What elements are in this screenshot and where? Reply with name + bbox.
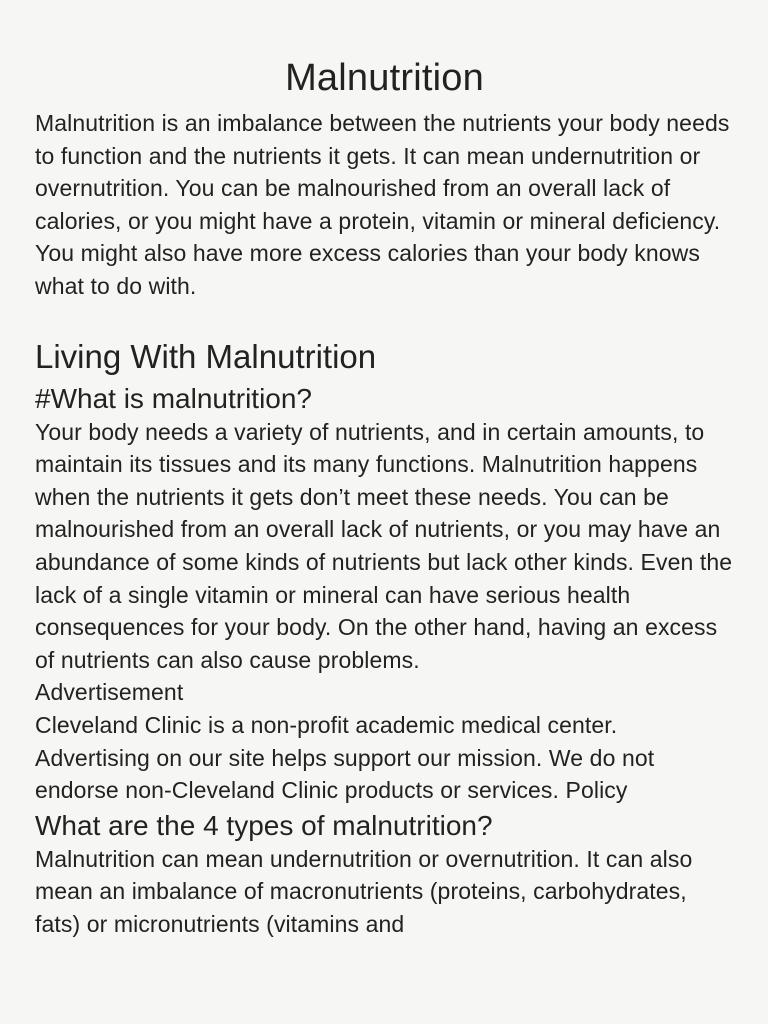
page-title: Malnutrition <box>285 57 484 99</box>
ad-disclaimer <box>35 709 734 807</box>
advertisement-label: Advertisement <box>35 679 184 706</box>
policy-link[interactable]: Policy <box>565 777 628 804</box>
intro-paragraph: Malnutrition is an imbalance between the nutrients your body needs to function and the nutrients it gets. It can mean undernutrition or overnutrition. You can be malnourished from an overall lack of calories, or you might have a protein, vitamin or mineral deficiency. You might also have more excess calories than your body knows what to do with. <box>35 110 730 299</box>
ad-disclaimer-text: Cleveland Clinic is a non-profit academic medical center. Advertising on our site helps support our mission. We do not endorse non-Cleveland Clinic products or services. <box>35 711 655 804</box>
what-is-heading: #What is malnutrition? <box>35 382 313 414</box>
what-is-paragraph: Your body needs a variety of nutrients, and in certain amounts, to maintain its tissues and its many functions. Malnutrition happens when the nutrients it gets don’t meet these needs. You can be malnourished from an overall lack of nutrients, or you may have an abundance of some kinds of nutrients but lack other kinds. Even the lack of a single vitamin or mineral can have serious health consequences for your body. On the other hand, having an excess of nutrients can also cause problems. <box>35 418 733 673</box>
types-heading: What are the 4 types of malnutrition? <box>35 809 493 841</box>
types-paragraph: Malnutrition can mean undernutrition or overnutrition. It can also mean an imbalance of macronutrients (proteins, carbohydrates, fats) or micronutrients (vitamins and <box>35 845 693 937</box>
section-heading: Living With Malnutrition <box>35 337 377 375</box>
